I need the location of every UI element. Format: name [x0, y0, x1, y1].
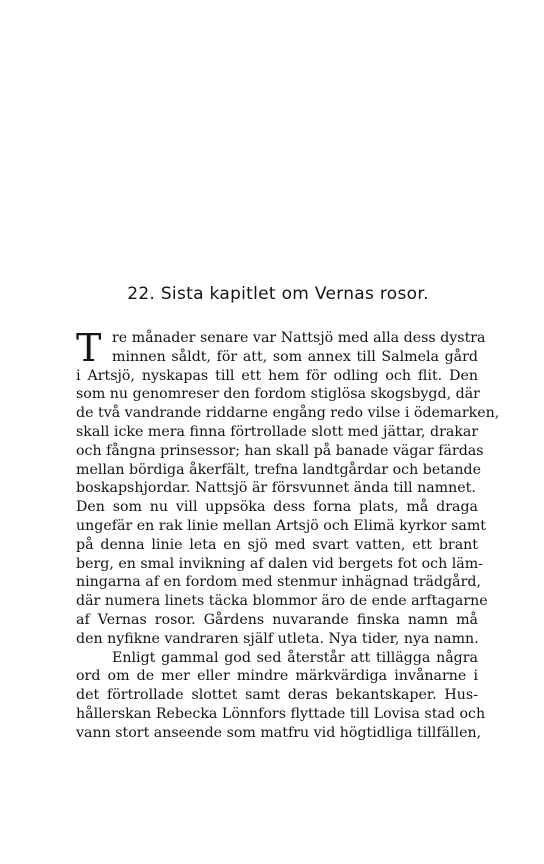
text-line: ord om de mer eller mindre märkvärdiga invånarne i: [76, 668, 478, 685]
text-line: vann stort anseende som matfru vid högtidliga tillfällen,: [76, 724, 482, 741]
text-line: hållerskan Rebecka Lönnfors flyttade till Lovisa stad och: [76, 705, 486, 722]
drop-cap: T: [76, 326, 102, 370]
text-line: de två vandrande riddarne engång redo vilse i ödemarken,: [76, 405, 500, 422]
text-line: Den som nu vill uppsöka dess forna plats, må draga: [76, 499, 478, 516]
text-line: Enligt gammal god sed återstår att tillägga några: [112, 649, 478, 666]
text-line: det förtrollade slottet samt deras bekantskaper. Hus-: [76, 687, 478, 704]
text-line: boskapshjordar. Nattsjö är försvunnet ända till namnet.: [76, 480, 476, 497]
text-line: ungefär en rak linie mellan Artsjö och Elimä kyrkor samt: [76, 517, 486, 534]
text-line: på denna linie leta en sjö med svart vatten, ett brant: [76, 536, 478, 553]
chapter-title: 22. Sista kapitlet om Vernas rosor.: [127, 284, 429, 304]
text-line: berg, en smal invikning af dalen vid bergets fot och läm-: [76, 555, 483, 572]
text-line: af Vernas rosor. Gårdens nuvarande finska namn må: [76, 611, 478, 628]
text-line: skall icke mera finna förtrollade slott med jättar, drakar: [76, 423, 479, 440]
opening-paragraph-start: [76, 326, 486, 370]
text-line: den nyfikne vandraren själf utleta. Nya tider, nya namn.: [76, 630, 479, 647]
text-line: och fångna prinsessor; han skall på banade vägar färdas: [76, 442, 484, 459]
text-line: ningarna af en fordom med stenmur inhägnad trädgård,: [76, 574, 481, 591]
text-line: mellan bördiga åkerfält, trefna landtgårdar och betande: [76, 461, 482, 478]
text-line: i Artsjö, nyskapas till ett hem för odling och flit. Den: [76, 367, 478, 384]
text-line: som nu genomreser den fordom stiglösa skogsbygd, där: [76, 386, 480, 403]
text-line: där numera linets täcka blommor äro de ende arftagarne: [76, 593, 488, 610]
text-line: re månader senare var Nattsjö med alla dess dystra: [112, 330, 486, 346]
text-line: minnen såldt, för att, som annex till Salmela gård: [112, 348, 478, 365]
body-text: [76, 326, 500, 743]
